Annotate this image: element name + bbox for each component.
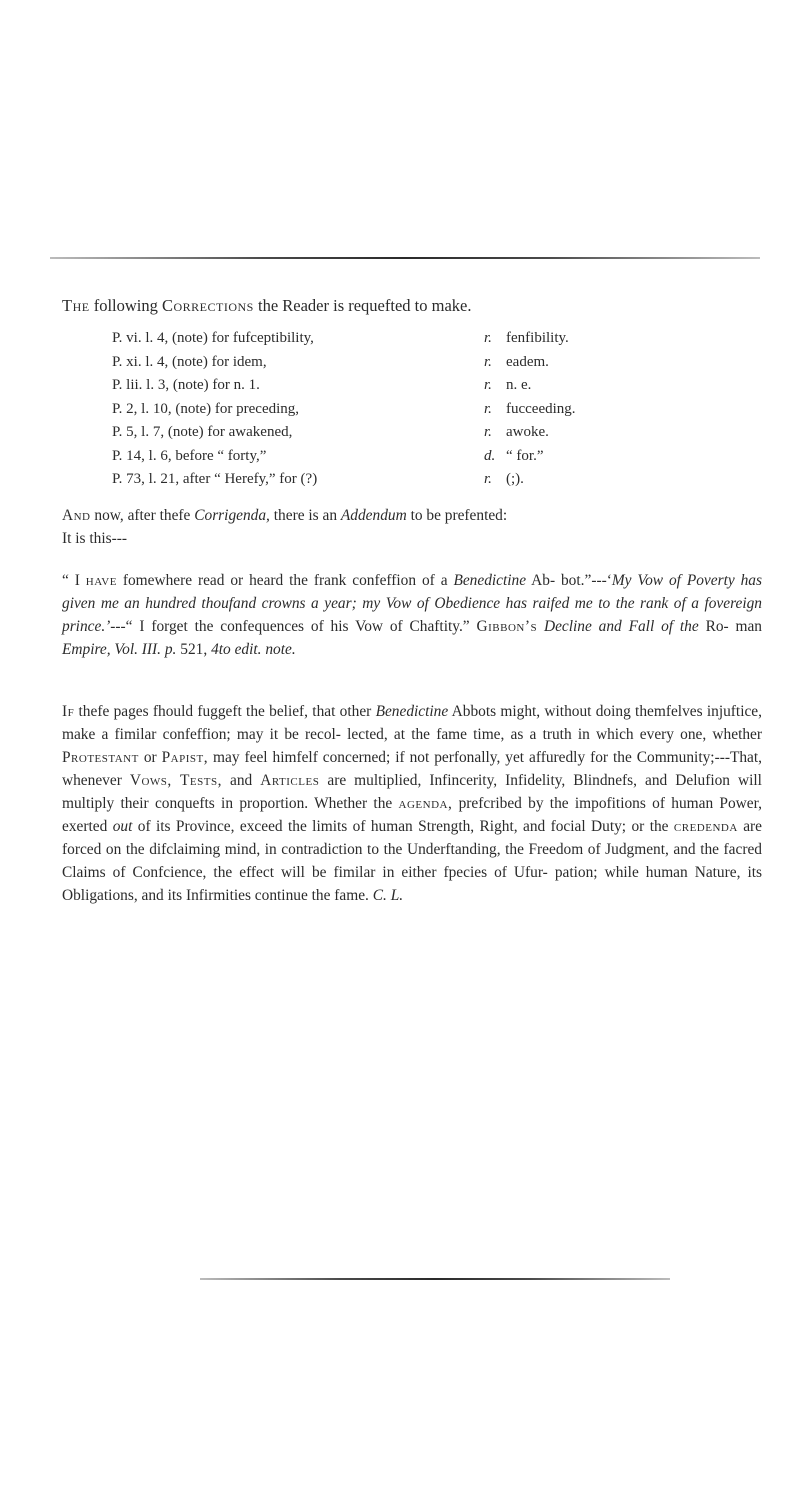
heading-the: The: [62, 296, 90, 315]
correction-mark: r.: [484, 400, 492, 417]
para-agenda: agenda,: [398, 795, 453, 812]
quote-edit: 4to edit. note.: [211, 641, 296, 658]
correction-location: P. 14, l. 6, before “ forty,”: [112, 447, 267, 464]
top-rule: [50, 257, 760, 259]
heading-rest: the Reader is requefted to make.: [257, 296, 472, 315]
correction-row: [112, 421, 672, 445]
quote-a: fomewhere read or heard the frank confeffion of a: [122, 572, 448, 589]
correction-location: P. 73, l. 21, after “ Herefy,” for (?): [112, 471, 318, 487]
correction-location: P. lii. l. 3, (note) for n. 1.: [112, 377, 260, 393]
addendum-there: there is an: [273, 507, 338, 524]
quote-vows: My Vow of Poverty has given me an hundred thoufand crowns a year; my Vow of Obedience has raifed me to the rank of a fovereign prince.’: [62, 572, 762, 635]
corrections-list: [112, 327, 672, 492]
para-signature: C. L.: [372, 887, 404, 904]
quote-c: ---“ I forget the confequences of his Vow of Chaftity.”: [110, 618, 470, 635]
correction-fix: fenfibility.: [506, 330, 569, 346]
bottom-rule: [200, 1278, 670, 1280]
correction-fix: eadem.: [506, 353, 549, 370]
gibbon-quote: [62, 569, 762, 661]
para-protestant: Protestant: [62, 749, 139, 766]
para-s1: thefe pages fhould fuggeft the belief, that other: [78, 703, 372, 720]
correction-location: P. 5, l. 7, (note) for awakened,: [112, 424, 293, 440]
correction-mark: r.: [484, 424, 492, 440]
correction-fix: fucceeding.: [506, 400, 576, 417]
heading-following: following: [93, 296, 158, 315]
correction-location: P. vi. l. 4, (note) for fufceptibility,: [112, 330, 314, 346]
para-s3: or: [143, 749, 157, 766]
addendum-and: And: [62, 507, 91, 524]
correction-row: [112, 468, 672, 492]
quote-i: “ I: [62, 572, 80, 589]
para-s8: of its Province, exceed the limits of human Strength, Right, and focial Duty; or the: [137, 818, 669, 835]
correction-fix: “ for.”: [506, 447, 544, 464]
addendum-corrigenda: Corrigenda,: [194, 507, 270, 524]
para-s9: are forced on the difclaiming mind, in contradiction to the Underftanding, the Freedom of Judgment, and the facred Claims of Confcience, the effect will be fimilar in either fpecies of Ufur- pation; while human Nature, its Obligations, and its Infirmities continue the fame.: [62, 818, 762, 904]
quote-gibbon: Gibbon’s: [476, 618, 538, 635]
correction-location: P. xi. l. 4, (note) for idem,: [112, 353, 267, 370]
correction-fix: awoke.: [506, 424, 549, 440]
quote-have: have: [85, 572, 117, 589]
para-benedictine: Benedictine: [375, 703, 449, 720]
para-papist: Papist,: [161, 749, 209, 766]
para-credenda: credenda: [673, 818, 738, 835]
correction-row: [112, 374, 672, 398]
para-s7: prefcribed by the impofitions of human Power, exerted: [62, 795, 762, 835]
correction-row: [112, 398, 672, 422]
para-s2: Abbots might, without doing themfelves injuftice, make a fimilar confeffion; may it be recol- lected, at the fame time, as a truth in which every one, whether: [62, 703, 762, 743]
correction-row: [112, 351, 672, 375]
quote-b: Ab- bot.”---‘: [531, 572, 612, 589]
addendum-to: to be prefented:: [410, 507, 508, 524]
para-vows: Vows, Tests,: [129, 772, 222, 789]
para-s4: may feel himfelf concerned; if not perfonally, yet affuredly for the Community;---That, whenever: [62, 749, 762, 789]
correction-mark: r.: [484, 377, 492, 393]
addendum-intro: [62, 504, 762, 550]
addendum-word: Addendum: [340, 507, 407, 524]
correction-mark: r.: [484, 330, 492, 346]
addendum-line2: It is this---: [62, 530, 127, 547]
para-s6: are multiplied, Infincerity, Infidelity, Blindnefs, and Delufion will multiply their conquefts in proportion. Whether the: [62, 772, 762, 812]
correction-row: [112, 445, 672, 469]
para-if: If: [62, 703, 75, 720]
para-articles: Articles: [260, 772, 320, 789]
correction-mark: d.: [484, 447, 496, 464]
addendum-now: now, after thefe: [94, 507, 191, 524]
correction-fix: n. e.: [506, 377, 532, 393]
quote-decline: Decline and Fall of the: [543, 618, 699, 635]
corrections-heading: [62, 296, 762, 316]
quote-benedictine: Benedictine: [453, 572, 527, 589]
correction-fix: (;).: [506, 471, 524, 487]
correction-row: [112, 327, 672, 351]
quote-roman: Ro- man: [705, 618, 762, 635]
para-out: out: [112, 818, 133, 835]
correction-mark: r.: [484, 471, 492, 487]
correction-location: P. 2, l. 10, (note) for preceding,: [112, 400, 300, 417]
heading-corrections: Corrections: [162, 296, 254, 315]
quote-empire: Empire, Vol. III. p.: [62, 641, 177, 658]
correction-mark: r.: [484, 353, 492, 370]
para-s5: and: [229, 772, 253, 789]
closing-paragraph: [62, 700, 762, 907]
quote-page: 521,: [180, 641, 208, 658]
